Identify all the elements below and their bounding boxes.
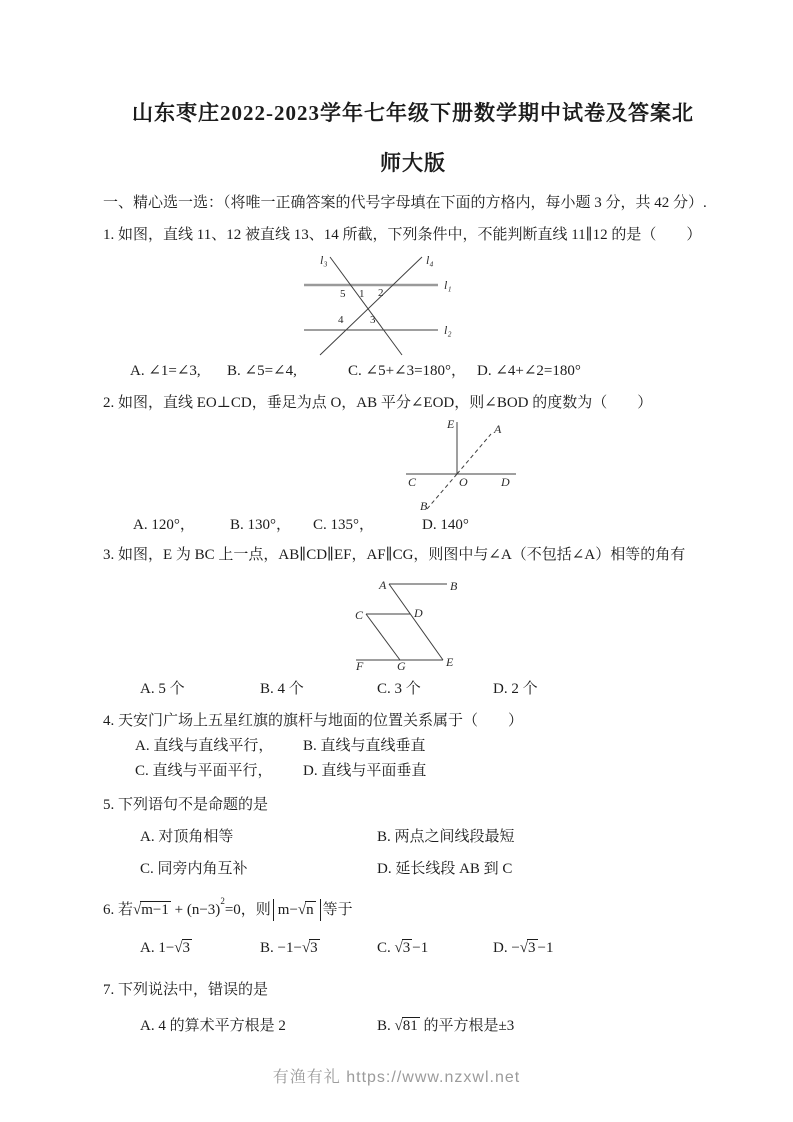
q5-option-c: C. 同旁内角互补 <box>140 861 248 877</box>
q4-option-a: A. 直线与直线平行， <box>135 738 274 754</box>
q4-option-d: D. 直线与平面垂直 <box>303 763 427 779</box>
q1-option-a: A. ∠1=∠3, <box>130 363 201 379</box>
q6-option-d: D. −√3 −1 <box>493 937 723 959</box>
q6-option-c: C. √3 −1 <box>377 937 493 959</box>
q7-options <box>103 1015 723 1037</box>
fig3-label-c: C <box>355 608 364 622</box>
watermark-footer: 有渔有礼 https://www.nzxwl.net <box>272 1069 521 1086</box>
q7-stem: 7. 下列说法中，错误的是 <box>103 982 269 998</box>
fig2-label-b: B <box>420 499 428 512</box>
q3-figure <box>343 570 723 670</box>
fig1-angle-4: 4 <box>338 314 344 326</box>
fig3-label-a: A <box>379 578 387 592</box>
q5-options-row-1 <box>103 826 723 848</box>
fig3-line-cg <box>366 614 400 660</box>
q6-option-b: B. −1−√3 <box>260 937 377 959</box>
q4-stem: 4. 天安门广场上五星红旗的旗杆与地面的位置关系属于（ ） <box>103 713 524 729</box>
sqrt-n: √n <box>298 899 316 921</box>
radical-sign: √ <box>519 940 529 956</box>
section-1-header: 一、精心选一选：（将唯一正确答案的代号字母填在下面的方格内，每小题 3 分，共 42 分）. <box>103 195 707 211</box>
fig3-label-f: F <box>356 659 364 670</box>
q6-option-a: A. 1−√3 <box>140 937 260 959</box>
q6-stem <box>103 894 723 921</box>
sqrt-3: √3 <box>302 937 320 959</box>
fig2-label-o: O <box>459 475 468 489</box>
radical-sign: √ <box>394 940 403 956</box>
fig3-line-ae <box>389 584 443 660</box>
q1-figure <box>298 252 723 356</box>
sqrt-m-minus-1: √m−1 <box>133 899 171 921</box>
q1-option-c: C. ∠5+∠3=180°， <box>348 363 467 379</box>
fig1-line-l4 <box>320 257 422 355</box>
absolute-value-expression: m−√n <box>273 899 321 921</box>
q1-stem: 1. 如图，直线 11、12 被直线 13、14 所截，下列条件中，不能判断直线 11∥12 的是（ ） <box>103 227 702 243</box>
q3-options <box>103 678 723 700</box>
q6-options <box>103 937 723 959</box>
q3-option-a: A. 5 个 <box>140 681 185 697</box>
fig1-angle-1: 1 <box>359 288 365 300</box>
fig2-label-d: D <box>501 475 510 489</box>
q2-figure <box>400 414 723 512</box>
q5-option-d: D. 延长线段 AB 到 C <box>377 861 513 877</box>
q4-options-row-2 <box>103 760 723 782</box>
q5-stem: 5. 下列语句不是命题的是 <box>103 797 269 813</box>
fig3-label-e: E <box>446 655 454 669</box>
perpendicular-lines-figure <box>400 414 528 512</box>
sqrt-81: √81 <box>395 1015 420 1037</box>
fig1-label-l3: l₃ <box>320 253 328 267</box>
q5-option-a: A. 对顶角相等 <box>140 829 234 845</box>
q3-option-b: B. 4 个 <box>260 681 304 697</box>
radical-sign: √ <box>297 902 307 918</box>
fig2-label-e: E <box>447 417 455 431</box>
fig1-angle-3: 3 <box>370 314 376 326</box>
fig1-angle-5: 5 <box>340 288 346 300</box>
fig2-ray-ob <box>427 474 457 509</box>
fig1-angle-2: 2 <box>378 287 384 299</box>
q7-option-b: B. √81 的平方根是±3 <box>377 1015 723 1037</box>
q1-option-d: D. ∠4+∠2=180° <box>477 363 581 379</box>
fig3-label-g: G <box>397 659 406 670</box>
q2-option-b: B. 130°， <box>230 517 292 533</box>
q7-option-a: A. 4 的算术平方根是 2 <box>140 1018 286 1034</box>
fig1-label-l4: l₄ <box>426 253 434 267</box>
fig2-label-a: A <box>494 422 502 436</box>
q1-options <box>103 360 723 382</box>
q3-option-d: D. 2 个 <box>493 681 538 697</box>
fig2-ray-oa <box>457 434 491 474</box>
sqrt-3: √3 <box>520 937 538 959</box>
fig1-line-l3 <box>330 257 402 355</box>
fig2-label-c: C <box>408 475 417 489</box>
radical-sign: √ <box>394 1018 403 1034</box>
title-line-1: 山东枣庄2022-2023学年七年级下册数学期中试卷及答案北 <box>132 101 694 125</box>
q2-option-a: A. 120°， <box>133 517 195 533</box>
radical-sign: √ <box>301 940 311 956</box>
q2-option-d: D. 140° <box>422 517 469 533</box>
q6-stem-text-4: 等于 <box>322 902 353 918</box>
q2-stem: 2. 如图，直线 EO⊥CD，垂足为点 O，AB 平分∠EOD，则∠BOD 的度数为（ ） <box>103 395 653 411</box>
sqrt-3: √3 <box>395 937 413 959</box>
q4-option-c: C. 直线与平面平行， <box>135 763 273 779</box>
fig1-label-l1: l₁ <box>444 278 452 292</box>
q2-option-c: C. 135°， <box>313 517 375 533</box>
q5-options-row-2 <box>103 858 723 880</box>
fig3-label-d: D <box>414 606 423 620</box>
q6-stem-text-3: =0，则 <box>224 902 271 918</box>
fig1-label-l2: l₂ <box>444 323 452 337</box>
title-line-2: 师大版 <box>380 151 446 175</box>
q1-option-b: B. ∠5=∠4, <box>227 363 297 379</box>
q6-stem-text-1: 6. 若 <box>103 902 134 918</box>
page-title <box>103 88 723 188</box>
radical-sign: √ <box>174 940 183 956</box>
q4-option-b: B. 直线与直线垂直 <box>303 738 426 754</box>
q6-stem-text-2: + (n−3) <box>170 902 221 918</box>
q2-options <box>103 514 723 536</box>
q5-option-b: B. 两点之间线段最短 <box>377 829 515 845</box>
sqrt-3: √3 <box>174 937 192 959</box>
q3-option-c: C. 3 个 <box>377 681 421 697</box>
q4-options-row-1 <box>103 735 723 757</box>
q3-stem: 3. 如图，E 为 BC 上一点，AB∥CD∥EF，AF∥CG，则图中与∠A（不包括∠A）相等的角有 <box>103 547 686 563</box>
parallel-segments-figure <box>343 570 473 670</box>
parallel-lines-transversal-figure <box>298 252 470 356</box>
radical-sign: √ <box>133 902 142 918</box>
fig3-label-b: B <box>450 579 458 593</box>
exponent-2: 2 <box>220 896 225 906</box>
